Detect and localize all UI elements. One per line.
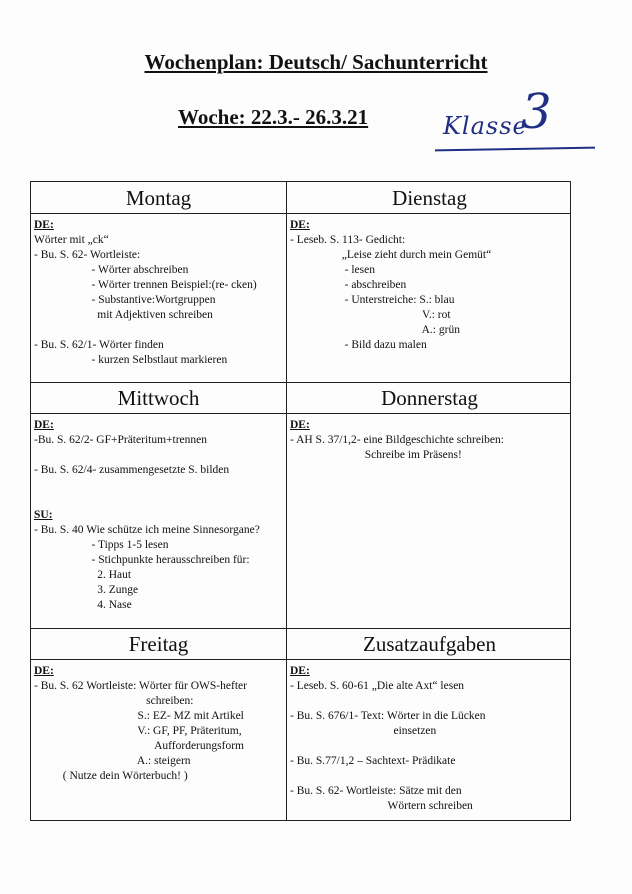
cell-freitag (31, 628, 286, 822)
klasse-word: Klasse (443, 112, 528, 140)
task-line: - kurzen Selbstlaut markieren (34, 354, 228, 366)
task-line: - Bu. S.77/1,2 – Sachtext- Prädikate (290, 755, 456, 767)
klasse-handwritten-note (435, 84, 595, 158)
task-line: Wörter mit „ck“ (34, 234, 109, 246)
task-line: Aufforderungsform (34, 740, 244, 752)
task-line: Wörtern schreiben (290, 800, 473, 812)
task-line: A.: grün (290, 324, 460, 336)
cell-montag (31, 182, 286, 382)
day-heading-montag: Montag (125, 186, 192, 210)
task-line: -Bu. S. 62/2- GF+Präteritum+trennen (34, 434, 207, 446)
task-line: - Bu. S. 40 Wie schütze ich meine Sinnesorgane? (34, 524, 260, 536)
spacer (34, 478, 282, 493)
cell-body-freitag (34, 664, 282, 784)
task-line: - abschreiben (290, 279, 407, 291)
day-heading-donnerstag: Donnerstag (381, 386, 478, 410)
klasse-underline (435, 147, 595, 152)
task-line: „Leise zieht durch mein Gemüt“ (290, 249, 492, 261)
task-line: - AH S. 37/1,2- eine Bildgeschichte schreiben: (290, 434, 504, 446)
task-line: - Bu. S. 62- Wortleiste: (34, 249, 141, 261)
spacer (290, 769, 568, 784)
task-line: S.: EZ- MZ mit Artikel (34, 710, 244, 722)
cell-body-zusatzaufgaben (290, 664, 568, 814)
spacer (290, 739, 568, 754)
task-line: Schreibe im Präsens! (290, 449, 462, 461)
task-line: einsetzen (290, 725, 437, 737)
task-line: - Bu. S. 62/4- zusammengesetzte S. bilden (34, 464, 230, 476)
subject-label: DE: (34, 219, 54, 231)
task-line: - Bild dazu malen (290, 339, 427, 351)
week-label: Woche: 22.3.- 26.3.21 (178, 105, 369, 129)
subject-label: DE: (290, 665, 310, 677)
cell-body-mittwoch (34, 418, 282, 613)
task-line: - Substantive:Wortgruppen (34, 294, 216, 306)
task-line: - lesen (290, 264, 375, 276)
cell-zusatzaufgaben (287, 628, 572, 822)
day-heading-zusatzaufgaben: Zusatzaufgaben (363, 632, 496, 656)
day-heading-dienstag: Dienstag (392, 186, 467, 210)
task-line: 3. Zunge (34, 584, 139, 596)
task-line: - Stichpunkte herausschreiben für: (34, 554, 250, 566)
task-line: - Wörter abschreiben (34, 264, 189, 276)
task-line: - Wörter trennen Beispiel:(re- cken) (34, 279, 257, 291)
task-line: V.: GF, PF, Präteritum, (34, 725, 242, 737)
task-line: schreiben: (34, 695, 194, 707)
spacer (34, 323, 282, 338)
cell-donnerstag (287, 382, 572, 628)
task-line: - Bu. S. 62- Wortleiste: Sätze mit den (290, 785, 462, 797)
task-line: - Bu. S. 62/1- Wörter finden (34, 339, 164, 351)
task-line: A.: steigern (34, 755, 191, 767)
task-line: - Leseb. S. 113- Gedicht: (290, 234, 406, 246)
task-line: - Leseb. S. 60-61 „Die alte Axt“ lesen (290, 680, 465, 692)
page-title: Wochenplan: Deutsch/ Sachunterricht (144, 50, 488, 74)
spacer (34, 493, 282, 508)
day-heading-freitag: Freitag (128, 632, 189, 656)
cell-dienstag (287, 182, 572, 382)
task-line: - Tipps 1-5 lesen (34, 539, 169, 551)
cell-body-dienstag (290, 218, 568, 353)
task-line: - Bu. S. 62 Wortleiste: Wörter für OWS-hefter (34, 680, 247, 692)
task-line: - Unterstreiche: S.: blau (290, 294, 455, 306)
subject-label: DE: (34, 419, 54, 431)
task-line: ( Nutze dein Wörterbuch! ) (34, 770, 188, 782)
cell-body-donnerstag (290, 418, 568, 463)
spacer (290, 694, 568, 709)
subject-label: DE: (290, 219, 310, 231)
task-line: V.: rot (290, 309, 451, 321)
klasse-number: 3 (521, 84, 552, 140)
schedule-table (30, 181, 571, 821)
subject-label: SU: (34, 509, 53, 521)
task-line: - Bu. S. 676/1- Text: Wörter in die Lücken (290, 710, 486, 722)
subject-label: DE: (290, 419, 310, 431)
task-line: 2. Haut (34, 569, 132, 581)
task-line: 4. Nase (34, 599, 132, 611)
subject-label: DE: (34, 665, 54, 677)
cell-body-montag (34, 218, 282, 368)
spacer (34, 448, 282, 463)
cell-mittwoch (31, 382, 286, 628)
task-line: mit Adjektiven schreiben (34, 309, 213, 321)
day-heading-mittwoch: Mittwoch (117, 386, 200, 410)
